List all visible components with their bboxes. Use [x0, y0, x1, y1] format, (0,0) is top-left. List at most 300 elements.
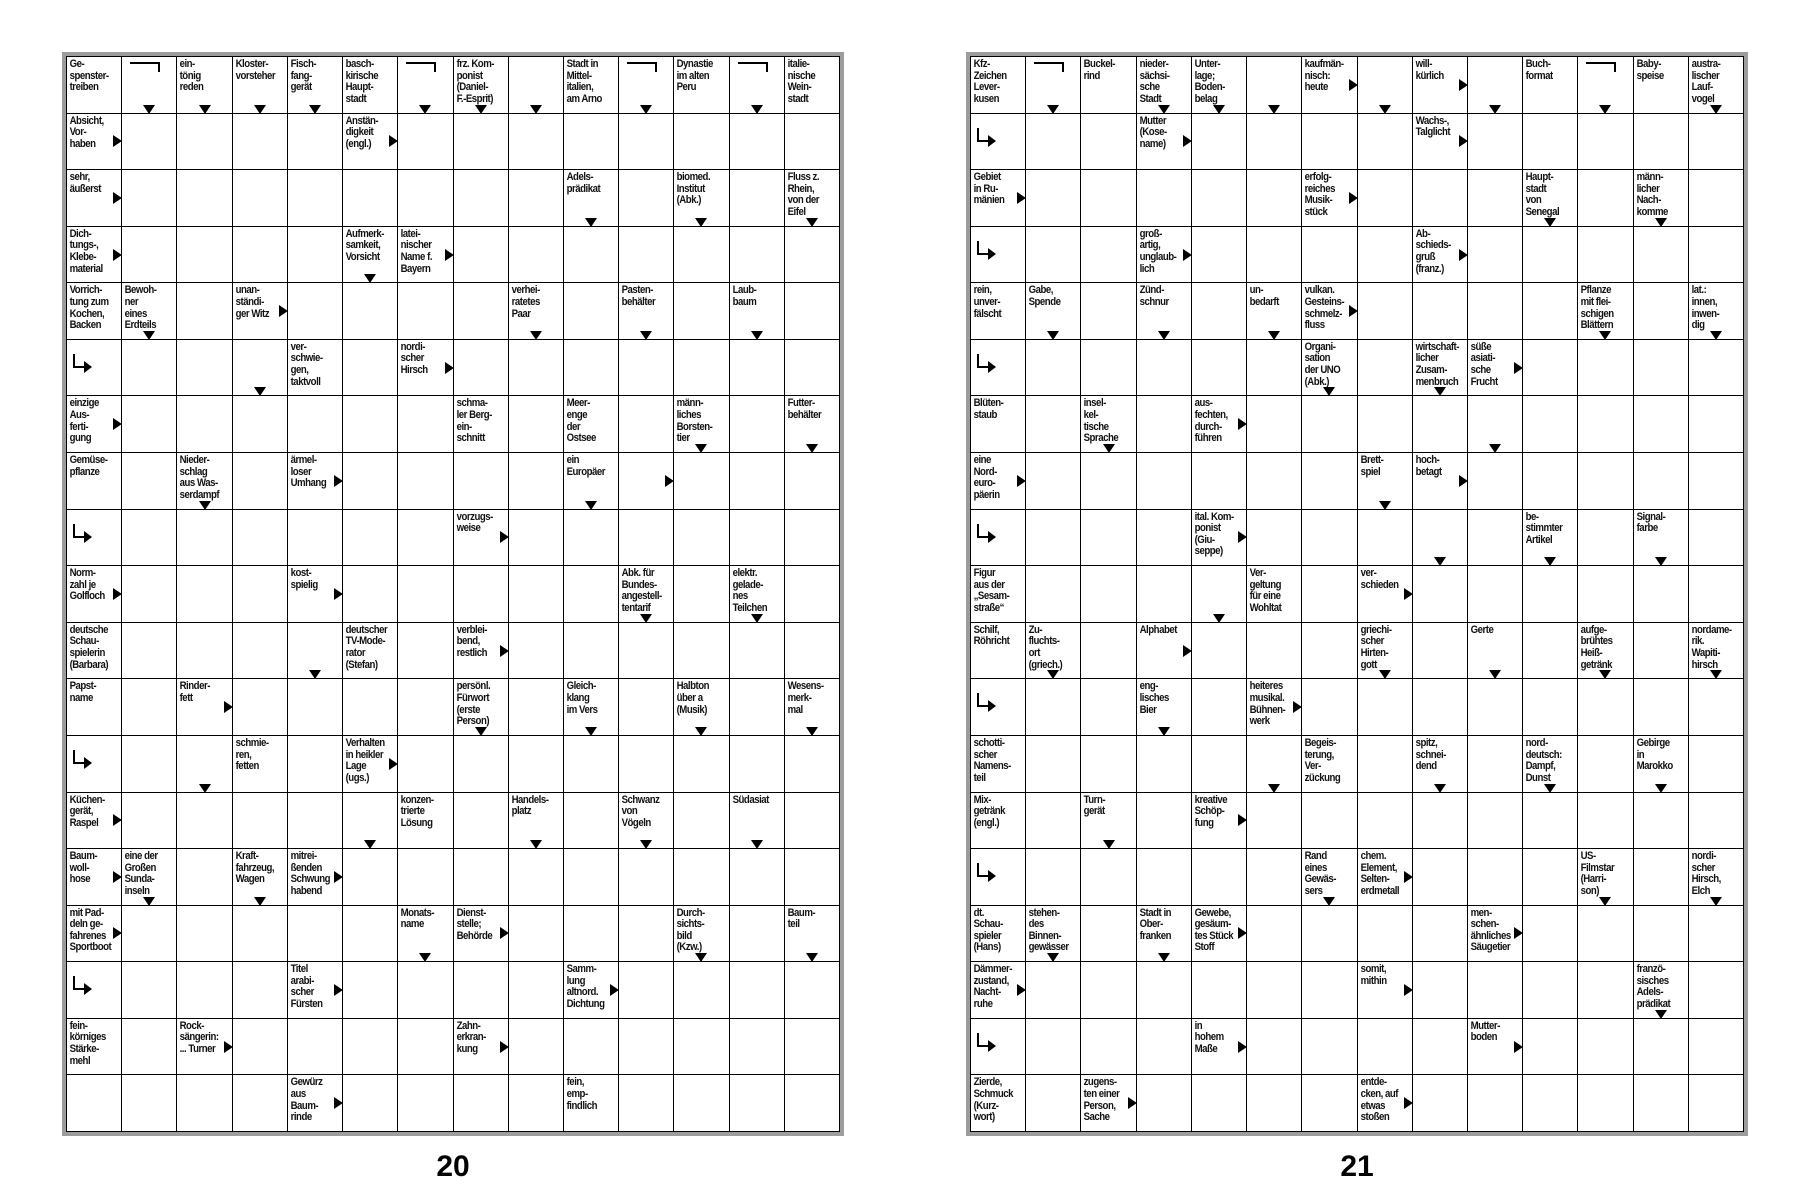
answer-cell[interactable]: [785, 114, 839, 170]
answer-cell[interactable]: [1634, 793, 1688, 849]
answer-cell[interactable]: [67, 340, 121, 396]
answer-cell[interactable]: [785, 736, 839, 792]
answer-cell[interactable]: [288, 114, 342, 170]
answer-cell[interactable]: [1026, 453, 1080, 509]
answer-cell[interactable]: [1578, 679, 1632, 735]
answer-cell[interactable]: [1137, 849, 1191, 905]
answer-cell[interactable]: [122, 623, 176, 679]
answer-cell[interactable]: [1578, 793, 1632, 849]
answer-cell[interactable]: [177, 623, 231, 679]
answer-cell[interactable]: [122, 396, 176, 452]
answer-cell[interactable]: [619, 962, 673, 1018]
answer-cell[interactable]: [177, 227, 231, 283]
answer-cell[interactable]: [1468, 679, 1522, 735]
answer-cell[interactable]: [971, 114, 1025, 170]
answer-cell[interactable]: [785, 340, 839, 396]
answer-cell[interactable]: [730, 962, 784, 1018]
answer-cell[interactable]: [1523, 283, 1577, 339]
answer-cell[interactable]: [1413, 849, 1467, 905]
answer-cell[interactable]: [1081, 283, 1135, 339]
answer-cell[interactable]: [454, 453, 508, 509]
answer-cell[interactable]: [619, 396, 673, 452]
answer-cell[interactable]: [509, 227, 563, 283]
answer-cell[interactable]: [971, 679, 1025, 735]
answer-cell[interactable]: [1358, 1019, 1412, 1075]
answer-cell[interactable]: [1634, 283, 1688, 339]
answer-cell[interactable]: [454, 962, 508, 1018]
answer-cell[interactable]: [343, 1019, 397, 1075]
answer-cell[interactable]: [1523, 962, 1577, 1018]
answer-cell[interactable]: [343, 1075, 397, 1131]
answer-cell[interactable]: [1137, 453, 1191, 509]
answer-cell[interactable]: [1523, 227, 1577, 283]
answer-cell[interactable]: [785, 849, 839, 905]
answer-cell[interactable]: [1413, 170, 1467, 226]
answer-cell[interactable]: [1026, 962, 1080, 1018]
answer-cell[interactable]: [233, 962, 287, 1018]
answer-cell[interactable]: [122, 1075, 176, 1131]
answer-cell[interactable]: [1689, 962, 1743, 1018]
answer-cell[interactable]: [1468, 510, 1522, 566]
answer-cell[interactable]: [454, 283, 508, 339]
answer-cell[interactable]: [343, 396, 397, 452]
answer-cell[interactable]: [1523, 623, 1577, 679]
answer-cell[interactable]: [1192, 736, 1246, 792]
answer-cell[interactable]: [288, 1019, 342, 1075]
answer-cell[interactable]: [1578, 736, 1632, 792]
answer-cell[interactable]: [1192, 170, 1246, 226]
answer-cell[interactable]: [343, 793, 397, 849]
answer-cell[interactable]: [730, 396, 784, 452]
answer-cell[interactable]: [1302, 1019, 1356, 1075]
answer-cell[interactable]: [674, 114, 728, 170]
answer-cell[interactable]: [619, 679, 673, 735]
answer-cell[interactable]: [730, 227, 784, 283]
answer-cell[interactable]: [1247, 906, 1301, 962]
answer-cell[interactable]: [1413, 906, 1467, 962]
answer-cell[interactable]: [1634, 227, 1688, 283]
answer-cell[interactable]: [122, 170, 176, 226]
answer-cell[interactable]: [1413, 1075, 1467, 1131]
answer-cell[interactable]: [785, 623, 839, 679]
answer-cell[interactable]: [509, 1019, 563, 1075]
answer-cell[interactable]: [398, 170, 452, 226]
answer-cell[interactable]: [398, 962, 452, 1018]
answer-cell[interactable]: [674, 849, 728, 905]
answer-cell[interactable]: [971, 227, 1025, 283]
answer-cell[interactable]: [343, 679, 397, 735]
answer-cell[interactable]: [1247, 170, 1301, 226]
answer-cell[interactable]: [1358, 57, 1412, 113]
answer-cell[interactable]: [619, 736, 673, 792]
answer-cell[interactable]: [1302, 114, 1356, 170]
answer-cell[interactable]: [1247, 114, 1301, 170]
answer-cell[interactable]: [1081, 849, 1135, 905]
answer-cell[interactable]: [398, 510, 452, 566]
answer-cell[interactable]: [509, 679, 563, 735]
answer-cell[interactable]: [1578, 114, 1632, 170]
answer-cell[interactable]: [1026, 793, 1080, 849]
answer-cell[interactable]: [233, 114, 287, 170]
answer-cell[interactable]: [122, 57, 176, 113]
answer-cell[interactable]: [1689, 170, 1743, 226]
answer-cell[interactable]: [454, 566, 508, 622]
answer-cell[interactable]: [343, 283, 397, 339]
answer-cell[interactable]: [1689, 396, 1743, 452]
answer-cell[interactable]: [1302, 510, 1356, 566]
answer-cell[interactable]: [1523, 566, 1577, 622]
answer-cell[interactable]: [785, 793, 839, 849]
answer-cell[interactable]: [1634, 566, 1688, 622]
answer-cell[interactable]: [674, 623, 728, 679]
answer-cell[interactable]: [122, 906, 176, 962]
answer-cell[interactable]: [1358, 736, 1412, 792]
answer-cell[interactable]: [730, 340, 784, 396]
answer-cell[interactable]: [1634, 849, 1688, 905]
answer-cell[interactable]: [1634, 114, 1688, 170]
answer-cell[interactable]: [1578, 962, 1632, 1018]
answer-cell[interactable]: [288, 170, 342, 226]
answer-cell[interactable]: [1413, 510, 1467, 566]
answer-cell[interactable]: [1137, 1075, 1191, 1131]
answer-cell[interactable]: [1081, 906, 1135, 962]
answer-cell[interactable]: [177, 170, 231, 226]
answer-cell[interactable]: [1689, 227, 1743, 283]
answer-cell[interactable]: [1302, 453, 1356, 509]
answer-cell[interactable]: [343, 906, 397, 962]
answer-cell[interactable]: [619, 227, 673, 283]
answer-cell[interactable]: [1302, 679, 1356, 735]
answer-cell[interactable]: [1468, 566, 1522, 622]
answer-cell[interactable]: [1634, 396, 1688, 452]
answer-cell[interactable]: [1137, 962, 1191, 1018]
answer-cell[interactable]: [564, 283, 618, 339]
answer-cell[interactable]: [122, 962, 176, 1018]
answer-cell[interactable]: [1468, 57, 1522, 113]
answer-cell[interactable]: [177, 1075, 231, 1131]
answer-cell[interactable]: [1468, 793, 1522, 849]
answer-cell[interactable]: [1081, 736, 1135, 792]
answer-cell[interactable]: [1247, 57, 1301, 113]
answer-cell[interactable]: [122, 1019, 176, 1075]
answer-cell[interactable]: [1578, 510, 1632, 566]
answer-cell[interactable]: [1468, 283, 1522, 339]
answer-cell[interactable]: [1634, 453, 1688, 509]
answer-cell[interactable]: [971, 1019, 1025, 1075]
answer-cell[interactable]: [1081, 340, 1135, 396]
answer-cell[interactable]: [1468, 170, 1522, 226]
answer-cell[interactable]: [1192, 849, 1246, 905]
answer-cell[interactable]: [67, 962, 121, 1018]
answer-cell[interactable]: [1137, 793, 1191, 849]
answer-cell[interactable]: [343, 453, 397, 509]
answer-cell[interactable]: [674, 510, 728, 566]
answer-cell[interactable]: [288, 623, 342, 679]
answer-cell[interactable]: [1302, 962, 1356, 1018]
answer-cell[interactable]: [177, 736, 231, 792]
answer-cell[interactable]: [1137, 1019, 1191, 1075]
answer-cell[interactable]: [1358, 170, 1412, 226]
answer-cell[interactable]: [785, 1019, 839, 1075]
answer-cell[interactable]: [1026, 57, 1080, 113]
answer-cell[interactable]: [1468, 227, 1522, 283]
answer-cell[interactable]: [674, 1019, 728, 1075]
answer-cell[interactable]: [1358, 793, 1412, 849]
answer-cell[interactable]: [1026, 849, 1080, 905]
answer-cell[interactable]: [509, 736, 563, 792]
answer-cell[interactable]: [509, 962, 563, 1018]
answer-cell[interactable]: [1634, 679, 1688, 735]
answer-cell[interactable]: [398, 849, 452, 905]
answer-cell[interactable]: [509, 906, 563, 962]
answer-cell[interactable]: [1026, 170, 1080, 226]
answer-cell[interactable]: [1634, 1075, 1688, 1131]
answer-cell[interactable]: [509, 170, 563, 226]
answer-cell[interactable]: [619, 510, 673, 566]
answer-cell[interactable]: [1578, 340, 1632, 396]
answer-cell[interactable]: [1578, 396, 1632, 452]
answer-cell[interactable]: [1192, 566, 1246, 622]
answer-cell[interactable]: [454, 340, 508, 396]
answer-cell[interactable]: [674, 1075, 728, 1131]
answer-cell[interactable]: [454, 849, 508, 905]
answer-cell[interactable]: [1413, 623, 1467, 679]
answer-cell[interactable]: [398, 736, 452, 792]
answer-cell[interactable]: [564, 340, 618, 396]
answer-cell[interactable]: [1247, 340, 1301, 396]
answer-cell[interactable]: [398, 1075, 452, 1131]
answer-cell[interactable]: [1081, 679, 1135, 735]
answer-cell[interactable]: [1026, 679, 1080, 735]
answer-cell[interactable]: [288, 736, 342, 792]
answer-cell[interactable]: [619, 57, 673, 113]
answer-cell[interactable]: [1578, 566, 1632, 622]
answer-cell[interactable]: [1247, 1019, 1301, 1075]
answer-cell[interactable]: [1302, 566, 1356, 622]
answer-cell[interactable]: [1026, 1019, 1080, 1075]
answer-cell[interactable]: [122, 453, 176, 509]
answer-cell[interactable]: [1523, 453, 1577, 509]
answer-cell[interactable]: [1358, 114, 1412, 170]
answer-cell[interactable]: [564, 793, 618, 849]
answer-cell[interactable]: [730, 1019, 784, 1075]
answer-cell[interactable]: [1137, 170, 1191, 226]
answer-cell[interactable]: [785, 510, 839, 566]
answer-cell[interactable]: [398, 566, 452, 622]
answer-cell[interactable]: [122, 510, 176, 566]
answer-cell[interactable]: [564, 227, 618, 283]
answer-cell[interactable]: [1358, 679, 1412, 735]
answer-cell[interactable]: [1137, 566, 1191, 622]
answer-cell[interactable]: [177, 962, 231, 1018]
answer-cell[interactable]: [564, 114, 618, 170]
answer-cell[interactable]: [454, 114, 508, 170]
answer-cell[interactable]: [1358, 396, 1412, 452]
answer-cell[interactable]: [730, 510, 784, 566]
answer-cell[interactable]: [1689, 453, 1743, 509]
answer-cell[interactable]: [1192, 962, 1246, 1018]
answer-cell[interactable]: [1413, 396, 1467, 452]
answer-cell[interactable]: [1578, 1075, 1632, 1131]
answer-cell[interactable]: [785, 283, 839, 339]
answer-cell[interactable]: [1468, 1075, 1522, 1131]
answer-cell[interactable]: [343, 849, 397, 905]
answer-cell[interactable]: [1523, 114, 1577, 170]
answer-cell[interactable]: [564, 623, 618, 679]
answer-cell[interactable]: [1026, 340, 1080, 396]
answer-cell[interactable]: [343, 510, 397, 566]
answer-cell[interactable]: [1523, 1019, 1577, 1075]
answer-cell[interactable]: [564, 906, 618, 962]
answer-cell[interactable]: [233, 510, 287, 566]
answer-cell[interactable]: [233, 906, 287, 962]
answer-cell[interactable]: [509, 1075, 563, 1131]
answer-cell[interactable]: [730, 453, 784, 509]
answer-cell[interactable]: [1026, 1075, 1080, 1131]
answer-cell[interactable]: [343, 170, 397, 226]
answer-cell[interactable]: [1468, 962, 1522, 1018]
answer-cell[interactable]: [1689, 906, 1743, 962]
answer-cell[interactable]: [730, 57, 784, 113]
answer-cell[interactable]: [619, 114, 673, 170]
answer-cell[interactable]: [122, 340, 176, 396]
answer-cell[interactable]: [177, 793, 231, 849]
answer-cell[interactable]: [1413, 1019, 1467, 1075]
answer-cell[interactable]: [1302, 1075, 1356, 1131]
answer-cell[interactable]: [971, 340, 1025, 396]
answer-cell[interactable]: [1081, 623, 1135, 679]
answer-cell[interactable]: [1689, 1019, 1743, 1075]
answer-cell[interactable]: [288, 396, 342, 452]
answer-cell[interactable]: [1523, 679, 1577, 735]
answer-cell[interactable]: [509, 57, 563, 113]
answer-cell[interactable]: [288, 793, 342, 849]
answer-cell[interactable]: [1247, 736, 1301, 792]
answer-cell[interactable]: [674, 227, 728, 283]
answer-cell[interactable]: [1026, 114, 1080, 170]
answer-cell[interactable]: [730, 623, 784, 679]
answer-cell[interactable]: [177, 566, 231, 622]
answer-cell[interactable]: [1689, 114, 1743, 170]
answer-cell[interactable]: [509, 453, 563, 509]
answer-cell[interactable]: [674, 283, 728, 339]
answer-cell[interactable]: [730, 1075, 784, 1131]
answer-cell[interactable]: [785, 227, 839, 283]
answer-cell[interactable]: [1689, 793, 1743, 849]
answer-cell[interactable]: [343, 962, 397, 1018]
answer-cell[interactable]: [1634, 340, 1688, 396]
answer-cell[interactable]: [1634, 623, 1688, 679]
answer-cell[interactable]: [1689, 736, 1743, 792]
answer-cell[interactable]: [1137, 736, 1191, 792]
answer-cell[interactable]: [674, 566, 728, 622]
answer-cell[interactable]: [1247, 962, 1301, 1018]
answer-cell[interactable]: [1413, 566, 1467, 622]
answer-cell[interactable]: [1634, 906, 1688, 962]
answer-cell[interactable]: [177, 340, 231, 396]
answer-cell[interactable]: [122, 679, 176, 735]
answer-cell[interactable]: [1689, 1075, 1743, 1131]
answer-cell[interactable]: [177, 510, 231, 566]
answer-cell[interactable]: [619, 1075, 673, 1131]
answer-cell[interactable]: [1468, 396, 1522, 452]
answer-cell[interactable]: [1523, 849, 1577, 905]
answer-cell[interactable]: [233, 679, 287, 735]
answer-cell[interactable]: [177, 283, 231, 339]
answer-cell[interactable]: [233, 170, 287, 226]
answer-cell[interactable]: [233, 1019, 287, 1075]
answer-cell[interactable]: [1358, 340, 1412, 396]
answer-cell[interactable]: [619, 340, 673, 396]
answer-cell[interactable]: [1192, 453, 1246, 509]
answer-cell[interactable]: [785, 962, 839, 1018]
answer-cell[interactable]: [1026, 736, 1080, 792]
answer-cell[interactable]: [730, 906, 784, 962]
answer-cell[interactable]: [398, 283, 452, 339]
answer-cell[interactable]: [564, 1019, 618, 1075]
answer-cell[interactable]: [1413, 283, 1467, 339]
answer-cell[interactable]: [509, 114, 563, 170]
answer-cell[interactable]: [619, 170, 673, 226]
answer-cell[interactable]: [1137, 510, 1191, 566]
answer-cell[interactable]: [1247, 510, 1301, 566]
answer-cell[interactable]: [1247, 227, 1301, 283]
answer-cell[interactable]: [233, 793, 287, 849]
answer-cell[interactable]: [1302, 623, 1356, 679]
answer-cell[interactable]: [233, 453, 287, 509]
answer-cell[interactable]: [674, 962, 728, 1018]
answer-cell[interactable]: [1578, 1019, 1632, 1075]
answer-cell[interactable]: [1081, 510, 1135, 566]
answer-cell[interactable]: [288, 283, 342, 339]
answer-cell[interactable]: [1523, 906, 1577, 962]
answer-cell[interactable]: [1192, 679, 1246, 735]
answer-cell[interactable]: [1689, 340, 1743, 396]
answer-cell[interactable]: [509, 396, 563, 452]
answer-cell[interactable]: [1081, 566, 1135, 622]
answer-cell[interactable]: [454, 170, 508, 226]
answer-cell[interactable]: [177, 114, 231, 170]
answer-cell[interactable]: [177, 396, 231, 452]
answer-cell[interactable]: [398, 623, 452, 679]
answer-cell[interactable]: [454, 1075, 508, 1131]
answer-cell[interactable]: [1247, 849, 1301, 905]
answer-cell[interactable]: [1468, 114, 1522, 170]
answer-cell[interactable]: [1192, 227, 1246, 283]
answer-cell[interactable]: [398, 57, 452, 113]
answer-cell[interactable]: [233, 396, 287, 452]
answer-cell[interactable]: [1523, 1075, 1577, 1131]
answer-cell[interactable]: [288, 679, 342, 735]
answer-cell[interactable]: [122, 793, 176, 849]
answer-cell[interactable]: [509, 340, 563, 396]
answer-cell[interactable]: [67, 1075, 121, 1131]
answer-cell[interactable]: [122, 736, 176, 792]
answer-cell[interactable]: [454, 793, 508, 849]
answer-cell[interactable]: [730, 679, 784, 735]
answer-cell[interactable]: [1026, 227, 1080, 283]
answer-cell[interactable]: [1358, 510, 1412, 566]
answer-cell[interactable]: [122, 227, 176, 283]
answer-cell[interactable]: [233, 623, 287, 679]
answer-cell[interactable]: [971, 849, 1025, 905]
answer-cell[interactable]: [1468, 849, 1522, 905]
answer-cell[interactable]: [398, 453, 452, 509]
answer-cell[interactable]: [1689, 679, 1743, 735]
answer-cell[interactable]: [1302, 227, 1356, 283]
answer-cell[interactable]: [730, 736, 784, 792]
answer-cell[interactable]: [619, 906, 673, 962]
